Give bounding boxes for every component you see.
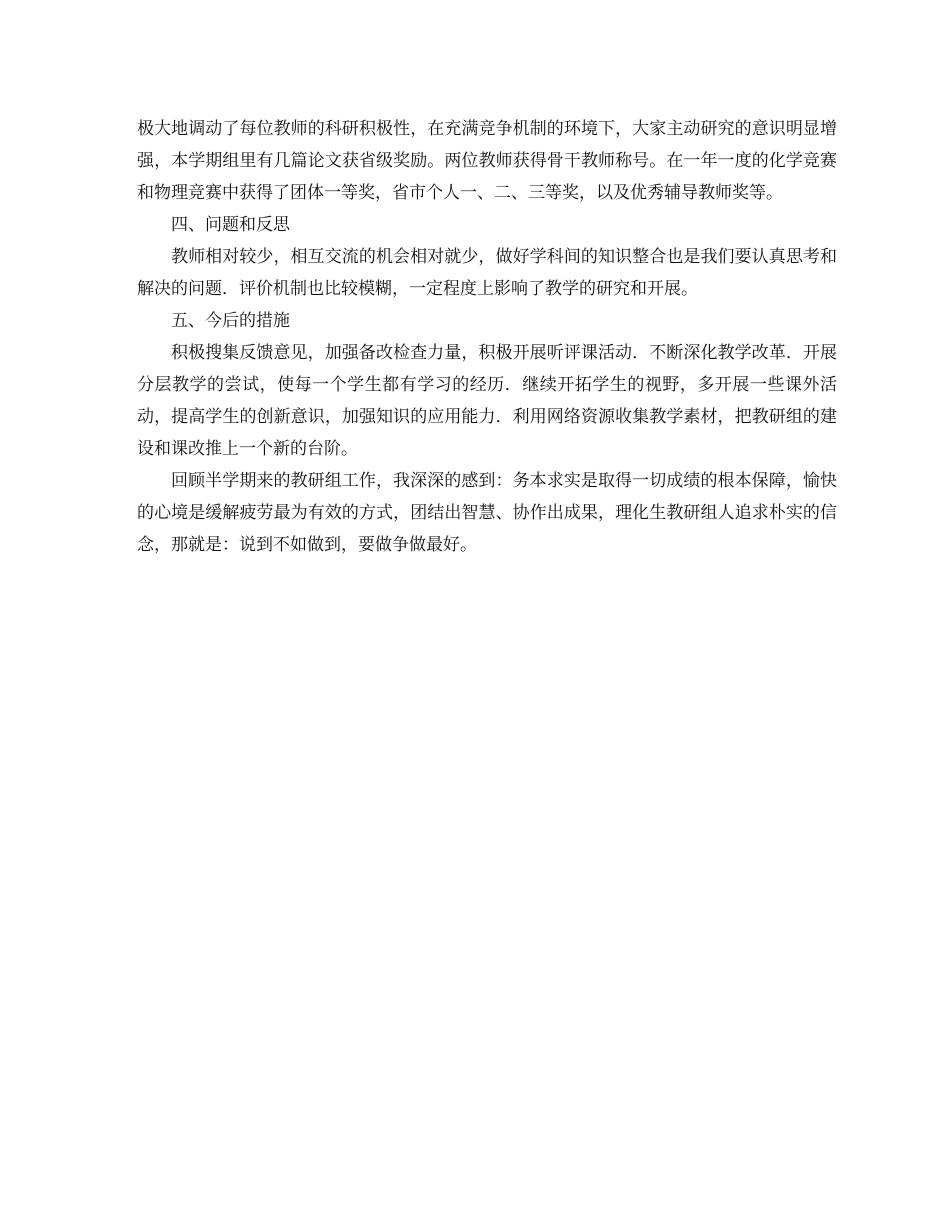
paragraph-measures: 积极搜集反馈意见，加强备改检查力量，积极开展听评课活动．不断深化教学改革．开展分层教学的尝试，使每一个学生都有学习的经历．继续开拓学生的视野，多开展一些课外活动，提高学生的创新意识，加强知识的应用能力．利用网络资源收集教学素材，把教研组的建设和课改推上一个新的台阶。 bbox=[137, 343, 837, 459]
paragraph-problems: 教师相对较少，相互交流的机会相对就少，做好学科间的知识整合也是我们要认真思考和解决的问题．评价机制也比较模糊，一定程度上影响了教学的研究和开展。 bbox=[137, 247, 837, 299]
section-heading-problems: 四、问题和反思 bbox=[171, 215, 290, 235]
document-body bbox=[137, 113, 837, 561]
paragraph-achievements: 极大地调动了每位教师的科研积极性，在充满竞争机制的环境下，大家主动研究的意识明显增强，本学期组里有几篇论文获省级奖励。两位教师获得骨干教师称号。在一年一度的化学竞赛和物理竞赛中获得了团体一等奖，省市个人一、二、三等奖，以及优秀辅导教师奖等。 bbox=[137, 119, 837, 203]
paragraph-conclusion: 回顾半学期来的教研组工作，我深深的感到：务本求实是取得一切成绩的根本保障，愉快的心境是缓解疲劳最为有效的方式，团结出智慧、协作出成果，理化生教研组人追求朴实的信念，那就是：说到不如做到，要做争做最好。 bbox=[137, 471, 837, 555]
section-heading-measures: 五、今后的措施 bbox=[171, 311, 290, 331]
